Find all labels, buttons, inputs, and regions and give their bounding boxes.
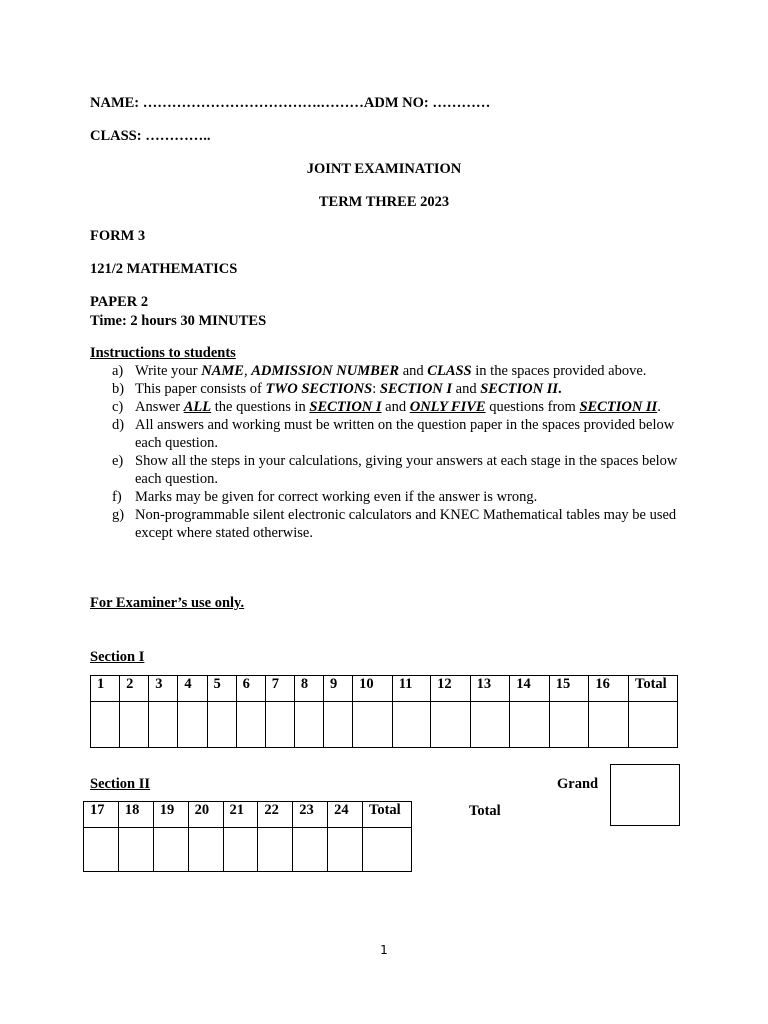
exam-title: JOINT EXAMINATION bbox=[306, 161, 462, 177]
sec1-score-cell[interactable] bbox=[120, 702, 149, 748]
section1-score-table bbox=[90, 675, 678, 748]
instruction-d: d) All answers and working must be written on the question paper in the spaces provided below each question. bbox=[112, 417, 675, 451]
page-number: 1 bbox=[380, 943, 388, 957]
sec2-col-header: 24 bbox=[328, 802, 363, 828]
sec1-score-cell[interactable] bbox=[324, 702, 353, 748]
sec1-col-header: 11 bbox=[392, 676, 430, 702]
instruction-g: g) Non-programmable silent electronic calculators and KNEC Mathematical tables may be used except where stated otherwise. bbox=[112, 507, 677, 541]
sec1-score-cell[interactable] bbox=[178, 702, 207, 748]
form-label: FORM 3 bbox=[90, 228, 146, 244]
sec1-score-cell[interactable] bbox=[629, 702, 678, 748]
sec2-col-header: 22 bbox=[258, 802, 293, 828]
sec1-col-header: 6 bbox=[236, 676, 265, 702]
instruction-e: e) Show all the steps in your calculations, giving your answers at each stage in the spaces below each question. bbox=[112, 453, 678, 487]
sec2-col-header: 23 bbox=[293, 802, 328, 828]
sec1-score-cell[interactable] bbox=[470, 702, 510, 748]
section1-label: Section I bbox=[90, 649, 145, 665]
sec1-score-cell[interactable] bbox=[510, 702, 550, 748]
instruction-b: b) This paper consists of TWO SECTIONS: SECTION I and SECTION II. bbox=[112, 381, 562, 397]
sec1-score-cell[interactable] bbox=[149, 702, 178, 748]
sec1-col-header: 10 bbox=[353, 676, 393, 702]
sec1-score-cell[interactable] bbox=[294, 702, 323, 748]
sec1-col-header: 9 bbox=[324, 676, 353, 702]
sec1-col-header: 4 bbox=[178, 676, 207, 702]
sec1-col-header: 15 bbox=[549, 676, 589, 702]
instruction-a: a) Write your NAME, ADMISSION NUMBER and CLASS in the spaces provided above. bbox=[112, 363, 647, 379]
sec2-score-cell[interactable] bbox=[328, 828, 363, 872]
section2-score-table bbox=[83, 801, 412, 872]
sec2-col-header: 18 bbox=[118, 802, 153, 828]
instructions bbox=[90, 345, 690, 542]
sec1-score-cell[interactable] bbox=[549, 702, 589, 748]
examiner-heading: For Examiner’s use only. bbox=[90, 595, 245, 611]
sec1-col-header: 5 bbox=[207, 676, 236, 702]
time-label: Time: 2 hours 30 MINUTES bbox=[90, 313, 267, 329]
sec2-score-cell[interactable] bbox=[363, 828, 412, 872]
sec2-score-cell[interactable] bbox=[188, 828, 223, 872]
sec2-col-header: 20 bbox=[188, 802, 223, 828]
sec2-col-header: 19 bbox=[153, 802, 188, 828]
name-adm-line: NAME: ……………………………….………ADM NO: ………… bbox=[90, 95, 491, 111]
sec2-score-cell[interactable] bbox=[84, 828, 119, 872]
sec2-col-header: 17 bbox=[84, 802, 119, 828]
class-line: CLASS: ………….. bbox=[90, 128, 211, 144]
sec1-score-cell[interactable] bbox=[589, 702, 629, 748]
sec2-score-cell[interactable] bbox=[293, 828, 328, 872]
sec1-col-header: 2 bbox=[120, 676, 149, 702]
exam-term: TERM THREE 2023 bbox=[318, 194, 450, 210]
sec1-col-header: Total bbox=[629, 676, 678, 702]
sec1-score-cell[interactable] bbox=[236, 702, 265, 748]
sec1-score-cell[interactable] bbox=[431, 702, 471, 748]
sec2-col-header: Total bbox=[363, 802, 412, 828]
subject-label: 121/2 MATHEMATICS bbox=[90, 261, 238, 277]
sec1-col-header: 7 bbox=[265, 676, 294, 702]
sec1-col-header: 12 bbox=[431, 676, 471, 702]
sec1-score-cell[interactable] bbox=[265, 702, 294, 748]
sec2-score-cell[interactable] bbox=[258, 828, 293, 872]
grand-total-label: Total bbox=[469, 803, 501, 819]
sec1-col-header: 1 bbox=[91, 676, 120, 702]
sec1-col-header: 16 bbox=[589, 676, 629, 702]
grand-label: Grand bbox=[557, 776, 599, 792]
sec1-col-header: 13 bbox=[470, 676, 510, 702]
sec1-score-cell[interactable] bbox=[392, 702, 430, 748]
section2-label: Section II bbox=[90, 776, 151, 792]
paper-label: PAPER 2 bbox=[90, 294, 149, 310]
instructions-title: Instructions to students bbox=[90, 345, 236, 361]
sec1-score-cell[interactable] bbox=[353, 702, 393, 748]
instruction-f: f) Marks may be given for correct working even if the answer is wrong. bbox=[112, 489, 538, 505]
sec2-score-cell[interactable] bbox=[118, 828, 153, 872]
sec2-score-cell[interactable] bbox=[153, 828, 188, 872]
sec1-score-cell[interactable] bbox=[207, 702, 236, 748]
sec2-score-cell[interactable] bbox=[223, 828, 258, 872]
sec1-score-cell[interactable] bbox=[91, 702, 120, 748]
grand-total-box[interactable] bbox=[610, 764, 680, 826]
sec1-col-header: 3 bbox=[149, 676, 178, 702]
sec1-col-header: 8 bbox=[294, 676, 323, 702]
sec2-col-header: 21 bbox=[223, 802, 258, 828]
instruction-c: c) Answer ALL the questions in SECTION I and ONLY FIVE questions from SECTION II. bbox=[112, 399, 661, 415]
sec1-col-header: 14 bbox=[510, 676, 550, 702]
